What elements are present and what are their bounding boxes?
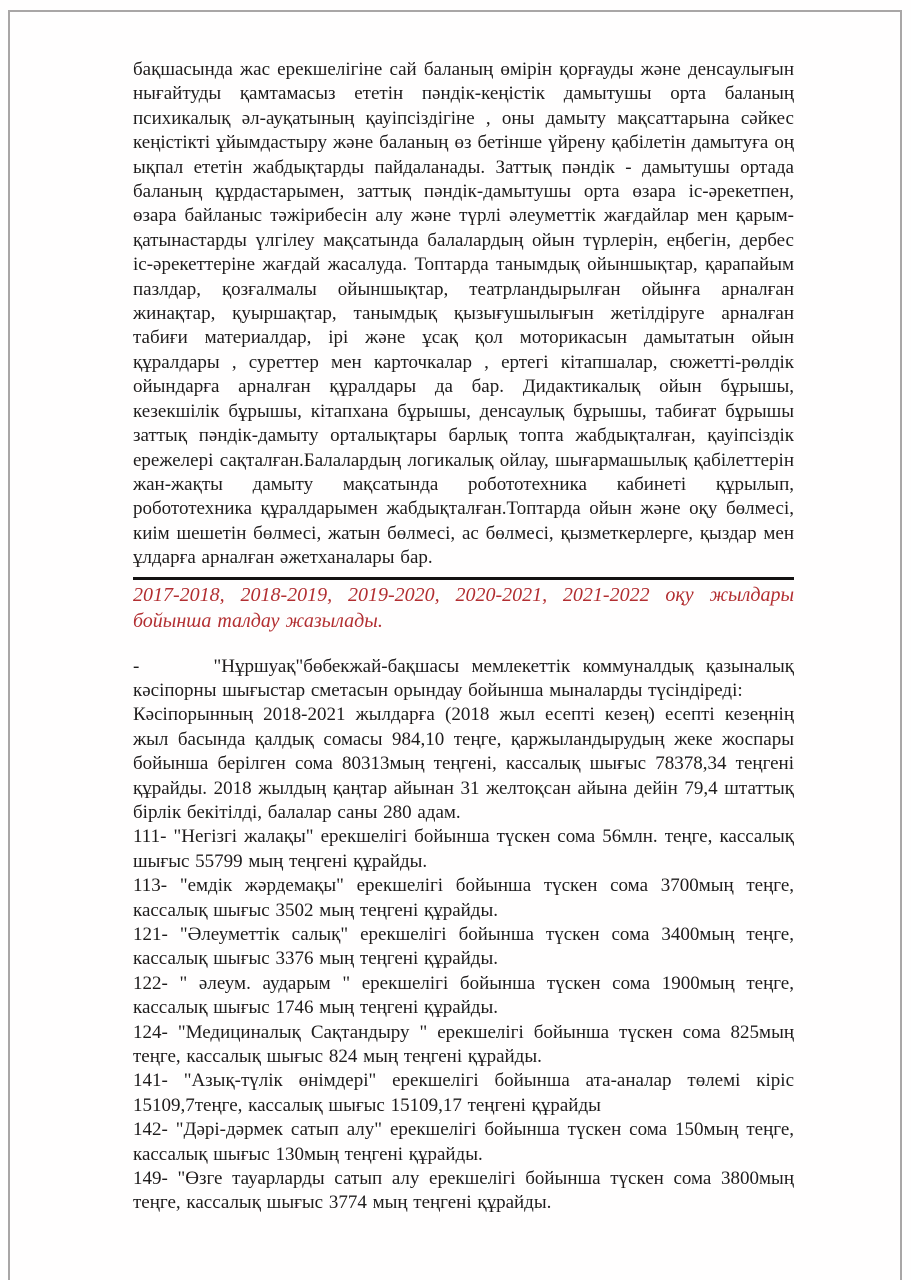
budget-item-122: 122- " әлеум. аударым " ерекшелігі бойынша түскен сома 1900мың теңге, кассалық шығыс 1746 мың теңгені құрайды. <box>133 972 794 1019</box>
explanation-summary: Кәсіпорынның 2018-2021 жылдарға (2018 жыл есепті кезең) есепті кезеңнің жыл басында қалдық сомасы 984,10 теңге, қаржыландырудың жеке жоспары бойынша берілген сома 80313мың теңгені, кассалық шығыс 78378,34 теңгені құрайды. 2018 жылдың қаңтар айынан 31 желтоқсан айына дейін 79,4 штаттық бірлік бекітілді, балалар саны 280 адам. <box>133 704 794 823</box>
budget-item-121: 121- "Әлеуметтік салық" ерекшелігі бойынша түскен сома 3400мың теңге, кассалық шығыс 3376 мың теңгені құрайды. <box>133 924 794 970</box>
page-content <box>133 58 794 1216</box>
main-paragraph: бақшасында жас ерекшелігіне сай баланың өмірін қорғауды және денсаулығын нығайтуды қамтамасыз ететін пәндік-кеңістік дамытушы орта баланың психикалық әл-ауқатының қауіпсіздігіне , оны дамыту мақсаттарына сәйкес кеңістікті ұйымдастыру және баланың өз бетінше үйрену қабілетін дамытуға оң ықпал ететін жабдықтарды пайдаланады. Заттық пәндік - дамытушы ортада баланың құрдастарымен, заттық пәндік-дамытушы орта өзара іс-әрекетпен, өзара байланыс тәжірибесін алу және түрлі әлеуметтік жағдайлар мен қарым-қатынастарды үлгілеу мақсатында балалардың ойын түрлерін, еңбегін, дербес іс-әрекеттеріне жағдай жасалуда. Топтарда танымдық ойыншықтар, қарапайым пазлдар, қозғалмалы ойыншықтар, театрландырылған ойынға арналған жинақтар, қуыршақтар, танымдық қызығушылығын жетілдіруге арналған табиғи материалдар, ірі және ұсақ қол моторикасын дамытатын ойын құралдары , суреттер мен карточкалар , ертегі кітапшалар, сюжетті-рөлдік ойындарға арналған құралдары да бар. Дидактикалық ойын бұрышы, кезекшілік бұрышы, кітапхана бұрышы, денсаулық бұрышы, табиғат бұрышы заттық пәндік-дамыту орталықтары барлық топта жабдықталған, қауіпсіздік ережелері сақталған.Балалардың логикалық ойлау, шығармашылық қабілеттерін жан-жақты дамыту мақсатында робототехника кабинеті құрылып, робототехника құралдарымен жабдықталған.Топтарда ойын және оқу бөлмесі, киім шешетін бөлмесі, жатын бөлмесі, ас бөлмесі, қызметкерлерге, қыздар мен ұлдарға арналған әжетханалары бар. <box>133 59 794 569</box>
expense-explanation-section <box>133 655 794 1216</box>
analysis-note: 2017-2018, 2018-2019, 2019-2020, 2020-2021, 2021-2022 оқу жылдары бойынша талдау жазылады. <box>133 583 794 632</box>
budget-item-113: 113- "емдік жәрдемақы" ерекшелігі бойынша түскен сома 3700мың теңге, кассалық шығыс 3502 мың теңгені құрайды. <box>133 875 794 921</box>
budget-item-111: 111- "Негізгі жалақы" ерекшелігі бойынша түскен сома 56млн. теңге, кассалық шығыс 55799 мың теңгені құрайды. <box>133 826 794 872</box>
explanation-intro: - "Нұршуақ"бөбекжай-бақшасы мемлекеттік коммуналдық қазыналық кәсіпорны шығыстар сметасын орындау бойынша мыналарды түсіндіреді: <box>133 655 794 701</box>
budget-item-149: 149- "Өзге тауарларды сатып алу ерекшелігі бойынша түскен сома 3800мың теңге, кассалық шығыс 3774 мың теңгені құрайды. <box>133 1168 794 1214</box>
budget-item-124: 124- "Медициналық Сақтандыру " ерекшелігі бойынша түскен сома 825мың теңге, кассалық шығыс 824 мың теңгені құрайды. <box>133 1021 794 1068</box>
budget-item-142: 142- "Дәрі-дәрмек сатып алу" ерекшелігі бойынша түскен сома 150мың теңге, кассалық шығыс 130мың теңгені құрайды. <box>133 1119 794 1165</box>
section-divider-rule <box>133 577 794 580</box>
budget-item-141: 141- "Азық-түлік өнімдері" ерекшелігі бойынша ата-аналар төлемі кіріс 15109,7теңге, кассалық шығыс 15109,17 теңгені құрайды <box>133 1070 794 1116</box>
